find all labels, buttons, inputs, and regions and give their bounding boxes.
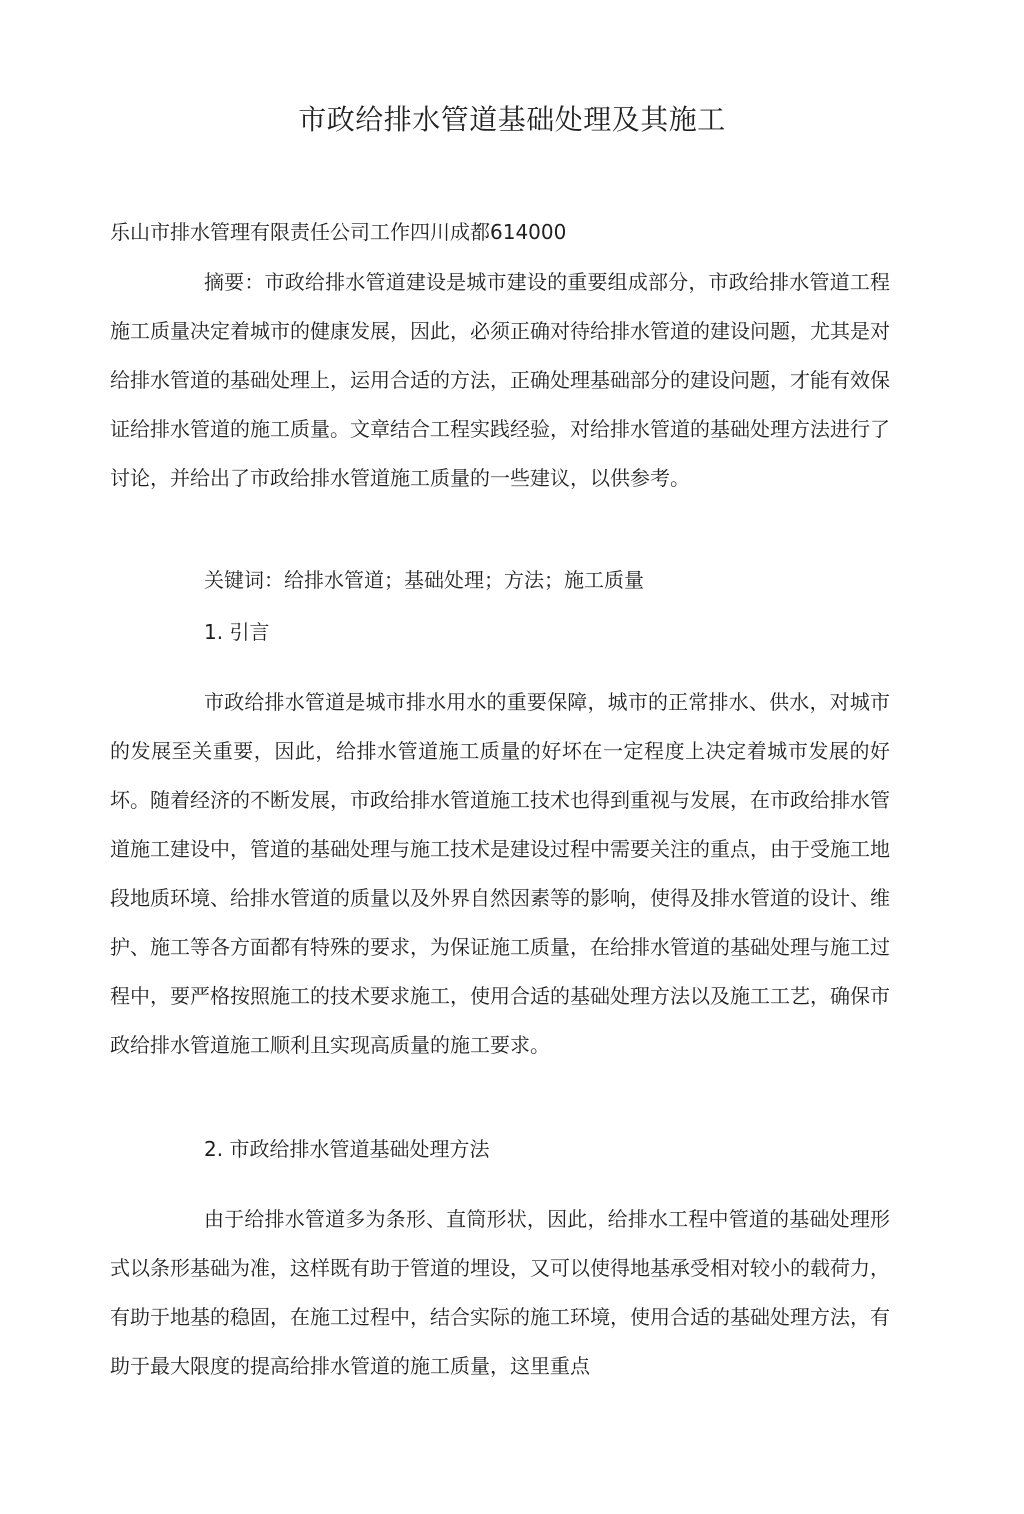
author-affiliation: 乐山市排水管理有限责任公司工作四川成都614000 [110,220,567,244]
foundation-methods-paragraph: 由于给排水管道多为条形、直筒形状，因此，给排水工程中管道的基础处理形式以条形基础为准，这样既有助于管道的埋设，又可以使得地基承受相对较小的载荷力，有助于地基的稳固，在施工过程中，结合实际的施工环境，使用合适的基础处理方法，有助于最大限度的提高给排水管道的施工质量，这里重点 [110,1207,890,1378]
document-title: 市政给排水管道基础处理及其施工 [298,103,726,136]
keywords-line: 关键词：给排水管道；基础处理；方法；施工质量 [204,568,644,592]
section-heading-foundation-methods: 2. 市政给排水管道基础处理方法 [204,1137,490,1161]
introduction-paragraph: 市政给排水管道是城市排水用水的重要保障，城市的正常排水、供水，对城市的发展至关重要，因此，给排水管道施工质量的好坏在一定程度上决定着城市发展的好坏。随着经济的不断发展，市政给排水管道施工技术也得到重视与发展，在市政给排水管道施工建设中，管道的基础处理与施工技术是建设过程中需要关注的重点，由于受施工地段地质环境、给排水管道的质量以及外界自然因素等的影响，使得及排水管道的设计、维护、施工等各方面都有特殊的要求，为保证施工质量，在给排水管道的基础处理与施工过程中，要严格按照施工的技术要求施工，使用合适的基础处理方法以及施工工艺，确保市政给排水管道施工顺利且实现高质量的施工要求。 [110,690,890,1057]
section-heading-introduction: 1. 引言 [204,620,270,644]
abstract-paragraph: 摘要：市政给排水管道建设是城市建设的重要组成部分，市政给排水管道工程施工质量决定着城市的健康发展，因此，必须正确对待给排水管道的建设问题，尤其是对给排水管道的基础处理上，运用合适的方法，正确处理基础部分的建设问题，才能有效保证给排水管道的施工质量。文章结合工程实践经验，对给排水管道的基础处理方法进行了讨论，并给出了市政给排水管道施工质量的一些建议，以供参考。 [110,270,890,490]
